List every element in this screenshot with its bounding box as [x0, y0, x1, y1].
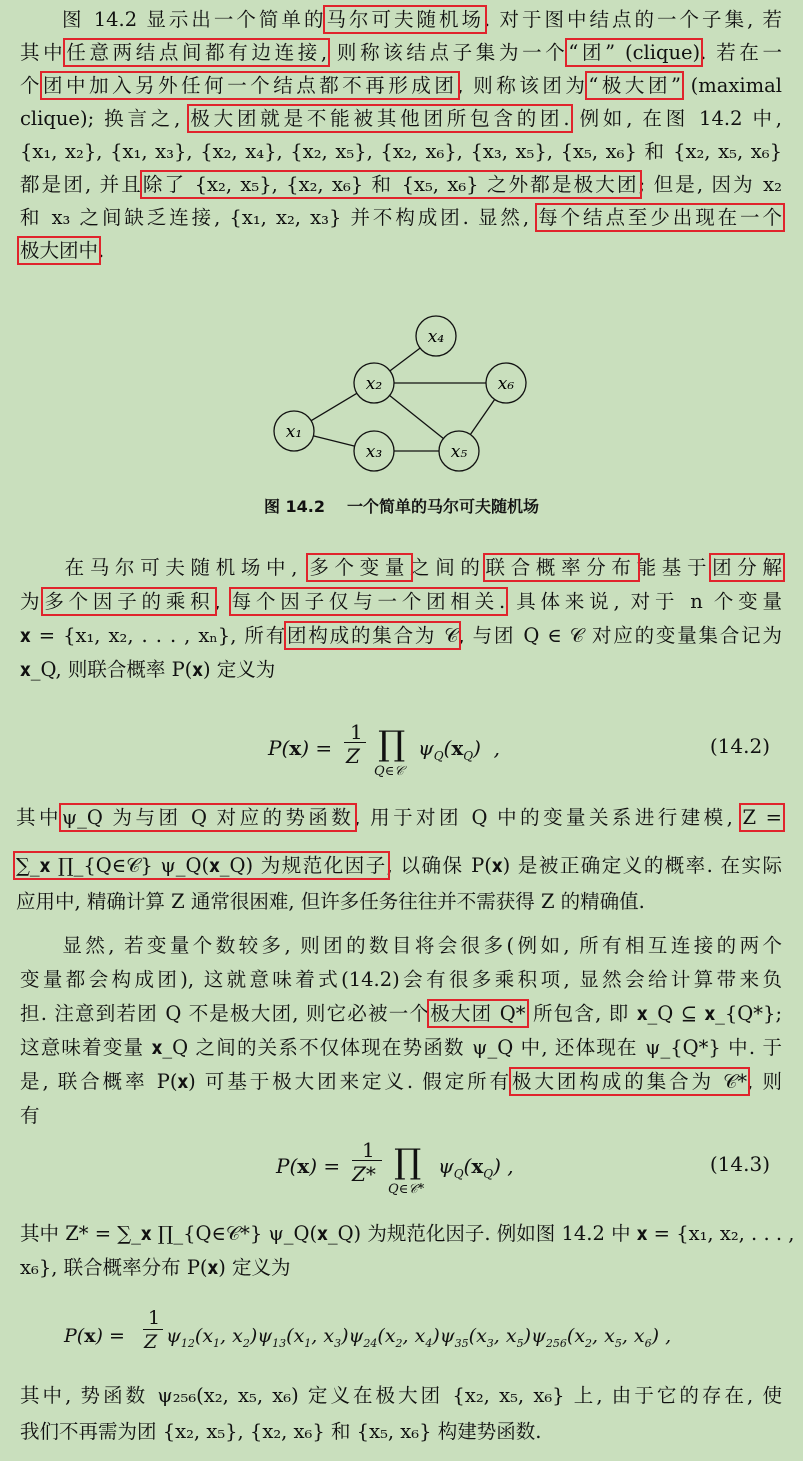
highlighted-phrase: 任意两结点间都有边连接, — [66, 41, 328, 64]
text-line — [20, 552, 782, 584]
text-line — [20, 964, 782, 996]
text-line — [20, 1252, 782, 1284]
text-run: , 以确保 P(𝐱) 是被正确定义的概率. 在实际 — [386, 854, 782, 877]
highlighted-phrase: 每个结点至少出现在一个 — [538, 206, 782, 229]
figure-number: 图 14.2 — [263, 497, 326, 516]
text-run: 和 x₃ 之间缺乏连接, {x₁, x₂, x₃} 并不构成团. 显然, — [20, 206, 539, 229]
text-run: 我们不再需为团 {x₂, x₅}, {x₂, x₆} 和 {x₅, x₆} 构建势函数. — [20, 1420, 542, 1443]
text-run: 担. 注意到若团 Q 不是极大团, 则它必被一个 — [20, 1002, 431, 1025]
text-line — [20, 136, 782, 168]
graph-edge-x5-x6 — [470, 399, 494, 434]
text-run: (maximal — [680, 74, 782, 97]
highlighted-phrase: 联合概率分布 — [485, 556, 637, 579]
graph-node-label: x₁ — [285, 422, 303, 442]
graph-node-label: x₃ — [365, 442, 383, 462]
highlighted-phrase: ψ_Q 为与团 Q 对应的势函数 — [61, 806, 355, 829]
graph-edge-x1-x3 — [313, 436, 354, 446]
highlighted-phrase: “极大团” — [588, 74, 681, 97]
text-run: ; 但是, 因为 x₂ — [638, 173, 782, 196]
text-run: clique); 换言之, — [20, 107, 191, 130]
highlighted-phrase: 马尔可夫随机场 — [326, 8, 485, 31]
highlighted-phrase: 极大团就是不能被其他团所包含的团. — [190, 107, 570, 130]
graph-edge-x2-x4 — [390, 348, 420, 371]
text-run: 应用中, 精确计算 Z 通常很困难, 但许多任务往往并不需获得 Z 的精确值. — [16, 890, 645, 913]
text-run: 个 — [20, 74, 44, 97]
text-run: 其中, 势函数 ψ₂₅₆(x₂, x₅, x₆) 定义在极大团 {x₂, x₅, x₆} 上, 由于它的存在, 使 — [20, 1384, 782, 1407]
graph-node-label: x₅ — [450, 442, 468, 462]
text-line — [20, 1218, 795, 1250]
text-line — [20, 202, 782, 234]
text-run: x₆}, 联合概率分布 P(𝐱) 定义为 — [20, 1256, 291, 1279]
text-run: , 与团 Q ∈ 𝒞 对应的变量集合记为 — [458, 624, 782, 647]
text-run: , 则 — [747, 1070, 782, 1093]
text-run: 显然, 若变量个数较多, 则团的数目将会很多(例如, 所有相互连接的两个 — [59, 934, 782, 957]
text-run: , — [214, 590, 232, 613]
paragraph-factorization — [20, 552, 782, 692]
text-line — [20, 70, 782, 102]
text-run: 例如, 在图 14.2 中, — [569, 107, 783, 130]
equation-number: (14.2) — [709, 734, 770, 758]
highlighted-phrase: 多个变量 — [309, 556, 411, 579]
text-line — [16, 850, 782, 882]
highlighted-phrase: 极大团构成的集合为 𝒞* — [512, 1070, 748, 1093]
text-run: 有 — [20, 1104, 40, 1127]
text-run: {x₁, x₂}, {x₁, x₃}, {x₂, x₄}, {x₂, x₅}, {x₂, x₆}, {x₃, x₅}, {x₅, x₆} 和 {x₂, x₅, x₆} — [20, 140, 782, 163]
text-line — [20, 1032, 782, 1064]
markov-random-field-graph — [0, 305, 803, 485]
figure-caption-text: 一个简单的马尔可夫随机场 — [347, 497, 540, 516]
text-run: 𝐱_Q, 则联合概率 P(𝐱) 定义为 — [20, 658, 276, 681]
text-line — [20, 169, 782, 201]
text-run: 𝐱 = {x₁, x₂, . . . , xₙ}, 所有 — [20, 624, 288, 647]
highlighted-phrase: Z = — [742, 806, 782, 829]
text-run: 在马尔可夫随机场中, — [59, 556, 310, 579]
equation-14-2: P(x) = 1 Z ∏ Q∈𝒞 $\psi_Q(x_Q)$ , (14.2) — [268, 720, 770, 779]
text-run: 具体来说, 对于 n 个变量 — [505, 590, 782, 613]
text-run: 之间的 — [410, 556, 486, 579]
text-line — [20, 654, 782, 686]
text-line — [20, 930, 782, 962]
graph-edge-x2-x5 — [390, 395, 444, 438]
highlighted-phrase: 多个因子的乘积 — [44, 590, 215, 613]
highlighted-phrase: 除了 {x₂, x₅}, {x₂, x₆} 和 {x₅, x₆} 之外都是极大团 — [142, 173, 639, 196]
graph-node-label: x₂ — [365, 374, 383, 394]
text-line — [20, 1066, 782, 1098]
highlighted-phrase: ∑_𝐱 ∏_{Q∈𝒞} ψ_Q(𝐱_Q) 为规范化因子 — [16, 854, 387, 877]
highlighted-phrase: 团中加入另外任何一个结点都不再形成团 — [43, 74, 458, 97]
text-line — [16, 886, 782, 918]
equation-example: P(x) = 1 Z $\psi_{12}(x_1$, $x_2)\psi_{13}(x_1$, $x_3)\psi_{24}(x_2$, $x_4)\psi_{35}(x_3$, $x_5)\psi_{256}(x_2$, $x_5$, $x_6$) , — [64, 1307, 672, 1353]
text-run: 则称该结点子集为一个 — [327, 41, 569, 64]
text-run: 所包含, 即 𝐱_Q ⊆ 𝐱_{Q*}; — [525, 1002, 783, 1025]
graph-node-label: x₆ — [497, 374, 515, 394]
equation-14-3: P(x) = 1 Z* ∏ Q∈𝒞* $\psi_Q(x_Q)$ , (14.3) — [276, 1138, 770, 1197]
text-run: . 对于图中结点的一个子集, 若 — [484, 8, 782, 31]
highlighted-phrase: 极大团中 — [20, 239, 99, 262]
paragraph-maximal-clique — [20, 930, 782, 1140]
text-line — [20, 620, 782, 652]
text-line — [20, 235, 782, 267]
graph-node-label: x₄ — [427, 327, 445, 347]
text-run: 都是团, 并且 — [20, 173, 143, 196]
graph-edge-x1-x2 — [311, 393, 357, 420]
text-line — [20, 998, 782, 1030]
text-run: 其中 — [16, 806, 62, 829]
highlighted-phrase: 每个因子仅与一个团相关. — [231, 590, 506, 613]
text-run: 变量都会构成团), 这就意味着式(14.2)会有很多乘积项, 显然会给计算带来负 — [20, 968, 782, 991]
text-line — [20, 1416, 782, 1448]
paragraph-example-intro — [20, 1218, 795, 1288]
text-run: 图 14.2 显示出一个简单的 — [59, 8, 327, 31]
text-run: 能基于 — [636, 556, 713, 579]
text-line — [20, 1100, 782, 1132]
paragraph-example-explanation — [20, 1380, 782, 1450]
text-run: , 则称该团为 — [457, 74, 589, 97]
equation-number: (14.3) — [709, 1152, 770, 1176]
text-line — [20, 1380, 782, 1412]
text-line — [20, 103, 782, 135]
text-line — [16, 802, 782, 834]
paragraph-clique-definition — [20, 4, 782, 264]
highlighted-phrase: 团分解 — [712, 556, 782, 579]
paragraph-potential-function — [16, 802, 782, 912]
text-line — [20, 4, 782, 36]
text-run: 为 — [20, 590, 45, 613]
text-line — [20, 37, 782, 69]
text-run: 其中 Z* = ∑_𝐱 ∏_{Q∈𝒞*} ψ_Q(𝐱_Q) 为规范化因子. 例如图 14.2 中 𝐱 = {x₁, x₂, . . . , — [20, 1222, 795, 1245]
text-line — [20, 586, 782, 618]
text-run: 这意味着变量 𝐱_Q 之间的关系不仅体现在势函数 ψ_Q 中, 还体现在 ψ_{Q*} 中. 于 — [20, 1036, 782, 1059]
text-run: . — [98, 239, 105, 262]
text-run: . 若在一 — [700, 41, 782, 64]
text-run: , 用于对团 Q 中的变量关系进行建模, — [354, 806, 743, 829]
text-run: 其中 — [20, 41, 67, 64]
highlighted-phrase: 团构成的集合为 𝒞 — [287, 624, 459, 647]
highlighted-phrase: “团” (clique) — [568, 41, 701, 64]
figure-caption — [0, 494, 803, 517]
highlighted-phrase: 极大团 Q* — [430, 1002, 526, 1025]
text-run: 是, 联合概率 P(𝐱) 可基于极大团来定义. 假定所有 — [20, 1070, 513, 1093]
